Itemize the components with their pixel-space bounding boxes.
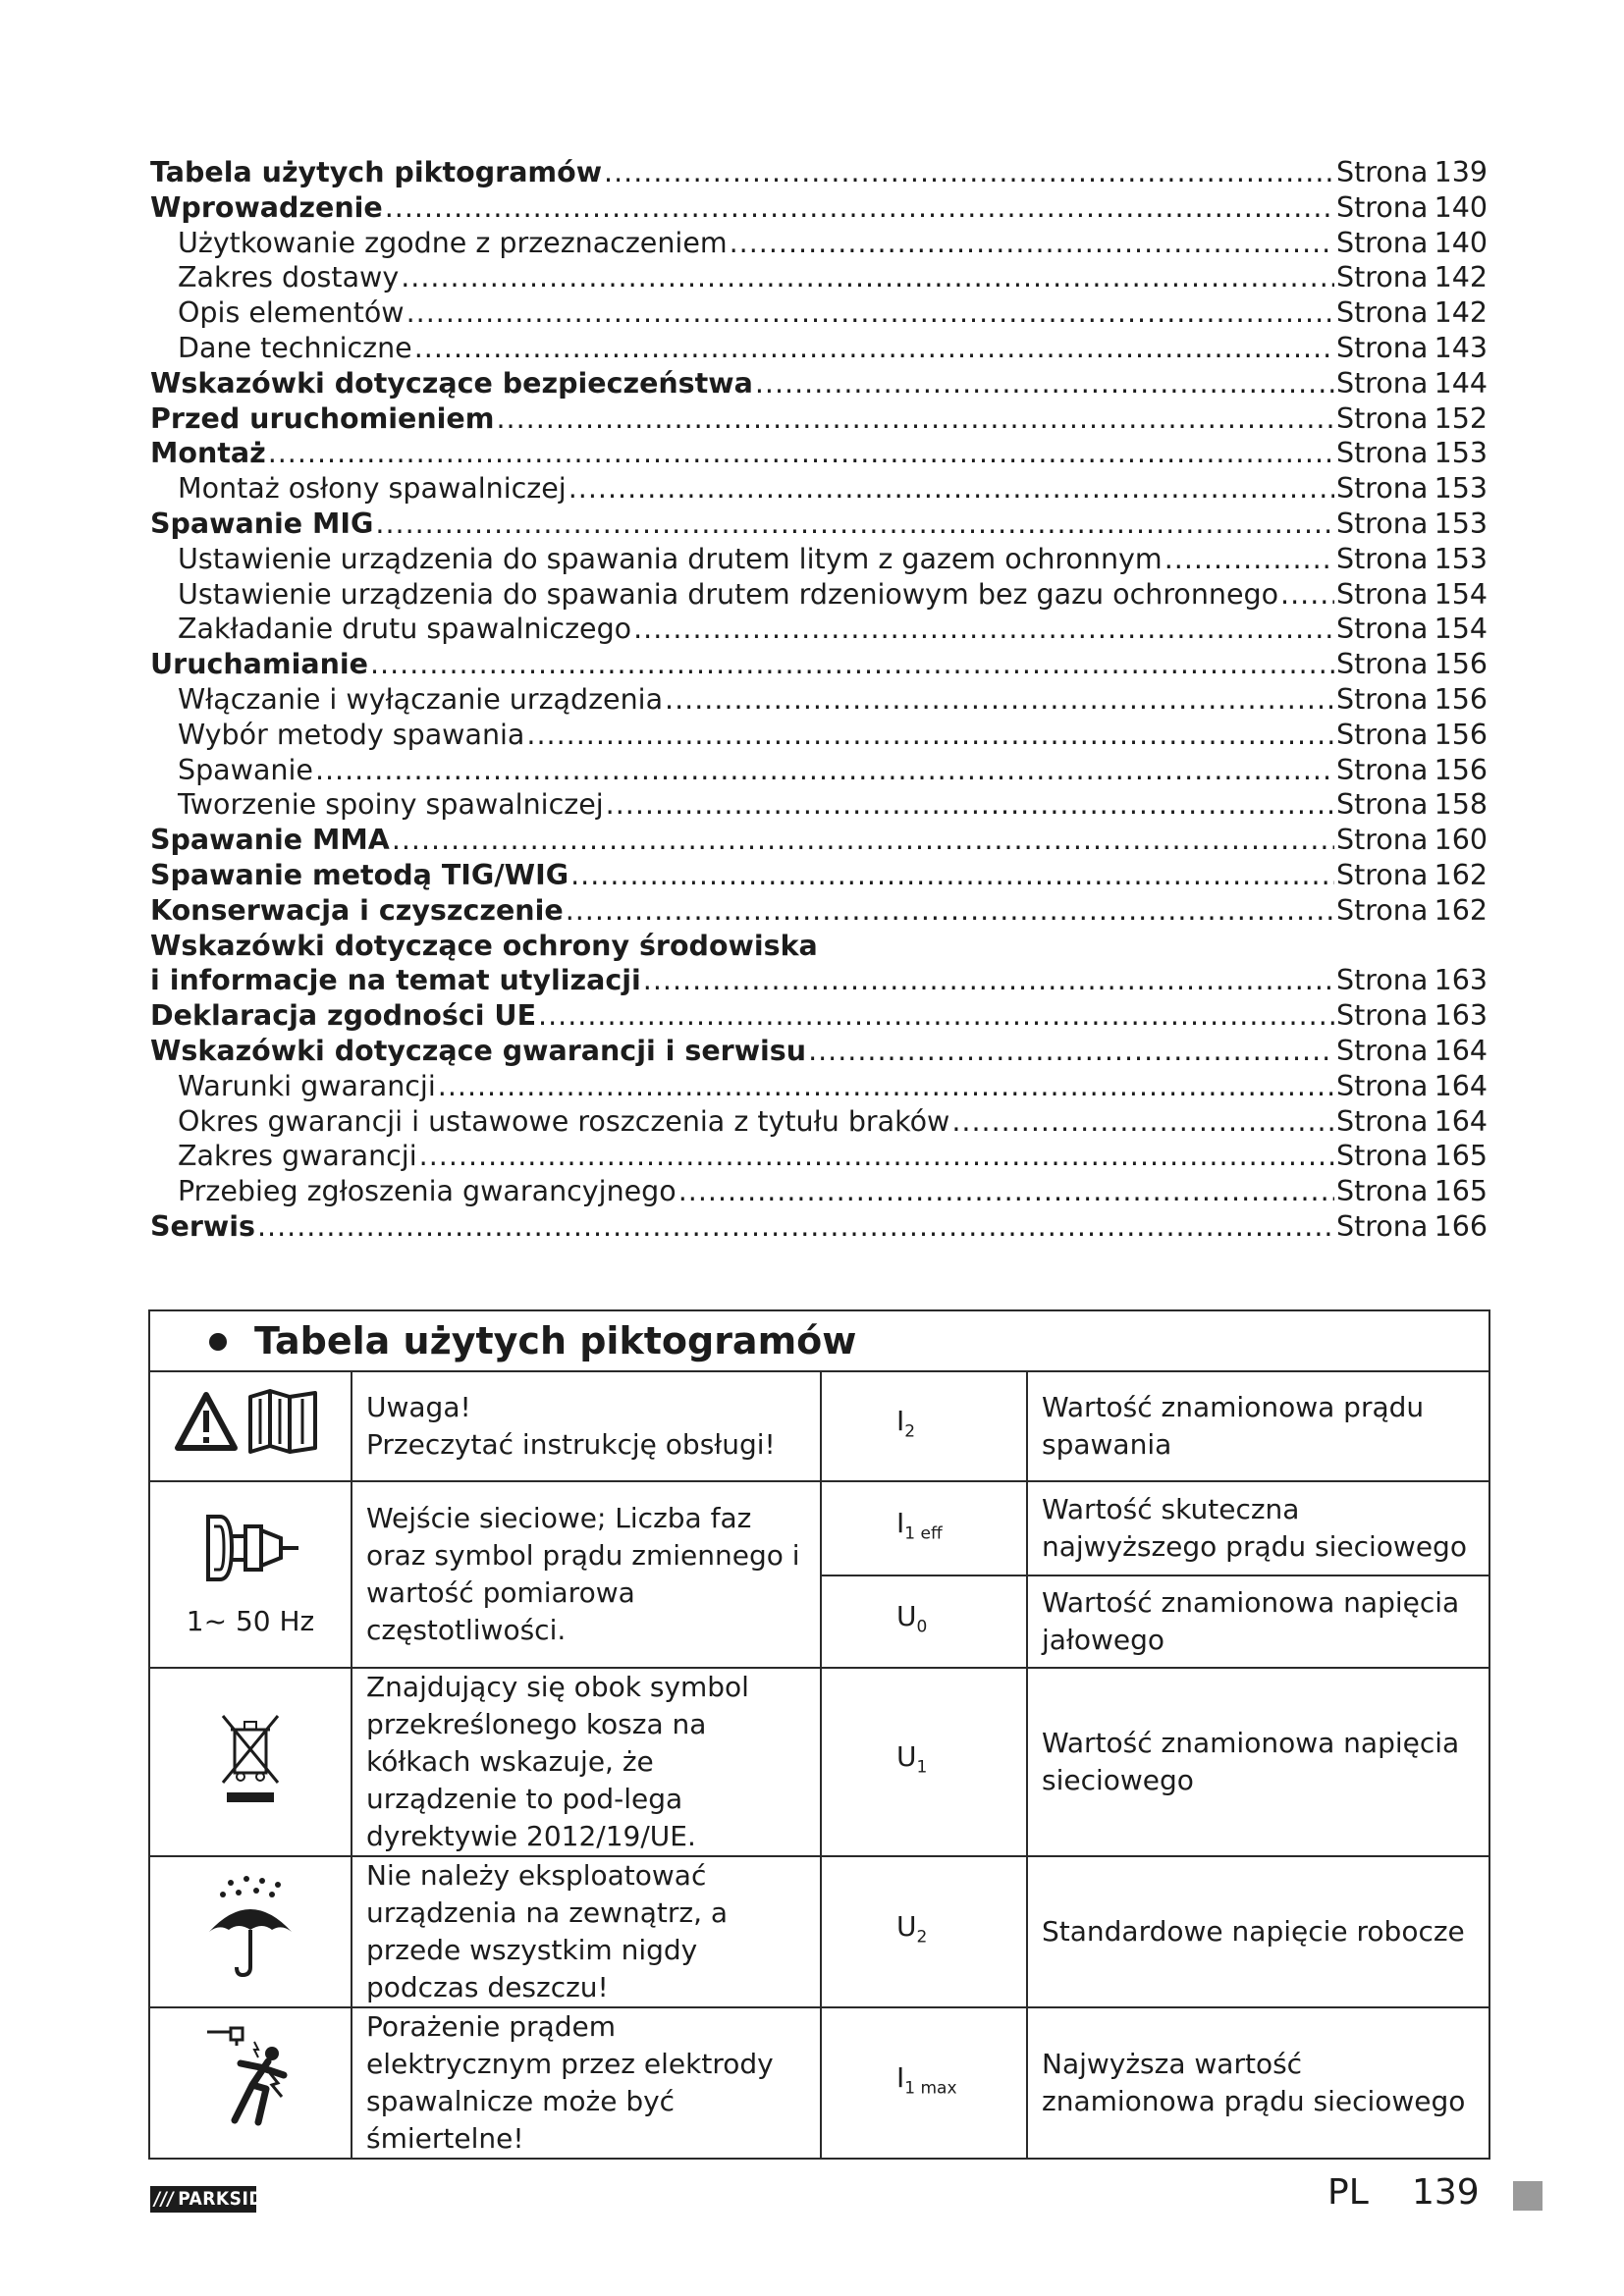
toc-entry (150, 295, 1488, 331)
toc-entry (150, 612, 1488, 647)
toc-leader-dots (755, 366, 1334, 401)
toc-entry-title: Montaż (150, 437, 266, 470)
toc-leader-dots (257, 1209, 1334, 1245)
toc-leader-dots (566, 893, 1334, 929)
toc-entry-title: Spawanie MIG (150, 507, 374, 540)
toc-entry-page: 140 (1434, 190, 1488, 224)
toc-entry-title: Ustawienie urządzenia do spawania drutem litym z gazem ochronnym (178, 542, 1163, 575)
toc-leader-dots (438, 1069, 1334, 1104)
toc-entry (150, 366, 1488, 401)
toc-entry-page: 164 (1434, 1034, 1488, 1067)
electrical-symbol: $U_1$ (821, 1668, 1027, 1856)
toc-entry-label: Strona (1336, 472, 1429, 506)
toc-leader-dots (1280, 577, 1334, 613)
toc-entry-title: Użytkowanie zgodne z przeznaczeniem (178, 226, 728, 259)
toc-entry-title: Tworzenie spoiny spawalniczej (178, 788, 604, 822)
toc-entry-title: Zakres dostawy (178, 261, 400, 294)
electrical-symbol: $I_2$ (821, 1371, 1027, 1481)
pictogram-description: Nie należy eksploatować urządzenia na zewnątrz, a przede wszystkim nigdy podczas deszczu! (352, 1856, 821, 2007)
toc-entry (150, 1174, 1488, 1209)
toc-entry-title: Uruchamianie (150, 648, 368, 681)
toc-entry (150, 436, 1488, 471)
toc-leader-dots (385, 190, 1334, 226)
toc-entry-title: Wskazówki dotyczące gwarancji i serwisu (150, 1034, 807, 1067)
symbol-meaning: Najwyższa wartość znamionowa prądu sieciowego (1027, 2007, 1489, 2159)
toc-entry-title: Zakres gwarancji (178, 1140, 417, 1173)
warning-manual-icon (149, 1371, 352, 1481)
toc-leader-dots (419, 1139, 1334, 1174)
toc-entry (150, 787, 1488, 823)
toc-entry-label: Strona (1336, 577, 1429, 611)
symbol-meaning: Wartość znamionowa napięcia sieciowego (1027, 1668, 1489, 1856)
symbol-meaning: Wartość znamionowa prądu spawania (1027, 1371, 1489, 1481)
toc-entry-label: Strona (1336, 753, 1429, 786)
toc-entry (150, 542, 1488, 577)
toc-leader-dots (526, 718, 1334, 753)
toc-entry-title: Spawanie MMA (150, 824, 390, 857)
toc-entry (150, 753, 1488, 788)
toc-entry-page: 160 (1434, 824, 1488, 857)
toc-entry-title: Wprowadzenie (150, 190, 383, 224)
toc-entry-page: 163 (1434, 964, 1488, 997)
toc-entry (150, 823, 1488, 858)
mains-plug-icon (149, 1481, 352, 1668)
toc-entry (150, 260, 1488, 295)
electric-shock-icon (149, 2007, 352, 2159)
page-number: 139 (1412, 2172, 1480, 2213)
toc-entry-page: 144 (1434, 366, 1488, 400)
toc-leader-dots (665, 682, 1334, 718)
toc-entry (150, 577, 1488, 613)
toc-entry (150, 1209, 1488, 1245)
toc-entry-title: Deklaracja zgodności UE (150, 999, 537, 1033)
toc-entry-label: Strona (1336, 858, 1429, 891)
toc-entry (150, 190, 1488, 226)
toc-entry (150, 682, 1488, 718)
toc-leader-dots (538, 998, 1334, 1034)
toc-leader-dots (406, 295, 1334, 331)
toc-entry-label: Strona (1336, 999, 1429, 1033)
toc-entry-page: 143 (1434, 331, 1488, 364)
toc-leader-dots (568, 471, 1334, 507)
toc-entry (150, 929, 1488, 964)
toc-entry-label: Strona (1336, 718, 1429, 751)
toc-entry (150, 226, 1488, 261)
toc-entry-page: 164 (1434, 1104, 1488, 1138)
toc-entry-label: Strona (1336, 366, 1429, 400)
toc-entry-title: Konserwacja i czyszczenie (150, 893, 564, 927)
toc-entry-page: 152 (1434, 401, 1488, 435)
toc-entry-label: Strona (1336, 226, 1429, 259)
toc-entry-page: 142 (1434, 296, 1488, 330)
toc-entry-label: Strona (1336, 613, 1429, 646)
toc-entry-label: Strona (1336, 1175, 1429, 1208)
toc-entry-label: Strona (1336, 1140, 1429, 1173)
toc-entry-title: i informacje na temat utylizacji (150, 964, 641, 997)
toc-entry-label: Strona (1336, 1034, 1429, 1067)
symbol-meaning: Wartość skuteczna najwyższego prądu sieciowego (1027, 1481, 1489, 1575)
toc-leader-dots (633, 612, 1334, 647)
toc-leader-dots (570, 858, 1334, 893)
toc-entry-label: Strona (1336, 542, 1429, 575)
electrical-symbol: $U_0$ (821, 1575, 1027, 1668)
toc-entry-label: Strona (1336, 893, 1429, 927)
toc-entry-page: 142 (1434, 261, 1488, 294)
toc-entry-title: Spawanie (178, 753, 313, 786)
pictogram-description: Znajdujący się obok symbol przekreślonego kosza na kółkach wskazuje, że urządzenie to pod-lega dyrektywie 2012/19/UE. (352, 1668, 821, 1856)
toc-leader-dots (604, 155, 1334, 190)
toc-entry (150, 1034, 1488, 1069)
toc-entry-label: Strona (1336, 1209, 1429, 1243)
crossed-bin-icon (149, 1668, 352, 1856)
toc-entry-title: Wskazówki dotyczące bezpieczeństwa (150, 366, 753, 400)
toc-entry (150, 998, 1488, 1034)
toc-leader-dots (268, 436, 1334, 471)
electrical-symbol: $I_{1 eff}$ (821, 1481, 1027, 1575)
toc-entry-page: 140 (1434, 226, 1488, 259)
toc-entry-page: 158 (1434, 788, 1488, 822)
toc-entry-title: Spawanie metodą TIG/WIG (150, 858, 569, 891)
toc-entry-title: Dane techniczne (178, 331, 412, 364)
bullet-icon (209, 1333, 227, 1351)
toc-entry-label: Strona (1336, 261, 1429, 294)
electrical-symbol: $U_2$ (821, 1856, 1027, 2007)
toc-entry-label: Strona (1336, 1069, 1429, 1102)
toc-entry (150, 858, 1488, 893)
toc-leader-dots (730, 226, 1334, 261)
frequency-label: 1~ 50 Hz (186, 1605, 315, 1637)
toc-entry-title: Okres gwarancji i ustawowe roszczenia z tytułu braków (178, 1104, 950, 1138)
toc-entry-title: Serwis (150, 1209, 255, 1243)
toc-entry (150, 1104, 1488, 1140)
toc-entry-title: Ustawienie urządzenia do spawania drutem rdzeniowym bez gazu ochronnego (178, 577, 1279, 611)
table-of-contents (150, 155, 1488, 1245)
pictogram-description: Wejście sieciowe; Liczba faz oraz symbol prądu zmiennego i wartość pomiarowa częstotliwości. (352, 1481, 821, 1668)
toc-entry-page: 162 (1434, 893, 1488, 927)
logo-slashes-icon: /// (154, 2188, 175, 2210)
toc-entry-title: Montaż osłony spawalniczej (178, 472, 567, 506)
toc-leader-dots (392, 823, 1334, 858)
toc-entry-page: 154 (1434, 577, 1488, 611)
toc-entry-title: Przed uruchomieniem (150, 401, 495, 435)
pictogram-description: Uwaga! Przeczytać instrukcję obsługi! (352, 1371, 821, 1481)
toc-entry (150, 507, 1488, 542)
toc-entry-title: Tabela użytych piktogramów (150, 156, 603, 188)
toc-entry-label: Strona (1336, 296, 1429, 330)
pictogram-table (148, 1309, 1490, 2160)
toc-leader-dots (401, 260, 1334, 295)
toc-entry-title: Warunki gwarancji (178, 1069, 436, 1102)
pictogram-table-heading: Tabela użytych piktogramów (149, 1310, 1489, 1371)
toc-entry-page: 156 (1434, 682, 1488, 716)
toc-leader-dots (375, 507, 1334, 542)
pictogram-description: Porażenie prądem elektrycznym przez elektrody spawalnicze może być śmiertelne! (352, 2007, 821, 2159)
toc-entry-page: 165 (1434, 1140, 1488, 1173)
toc-entry-page: 153 (1434, 472, 1488, 506)
toc-entry-label: Strona (1336, 190, 1429, 224)
electrical-symbol: $I_{1 max}$ (821, 2007, 1027, 2159)
toc-entry-page: 154 (1434, 613, 1488, 646)
toc-entry-label: Strona (1336, 1104, 1429, 1138)
toc-entry-title: Przebieg zgłoszenia gwarancyjnego (178, 1175, 677, 1208)
toc-entry-page: 153 (1434, 542, 1488, 575)
umbrella-rain-icon (149, 1856, 352, 2007)
toc-entry (150, 718, 1488, 753)
toc-entry-label: Strona (1336, 682, 1429, 716)
toc-entry-label: Strona (1336, 331, 1429, 364)
toc-entry-title: Wybór metody spawania (178, 718, 525, 751)
toc-entry-label: Strona (1336, 824, 1429, 857)
symbol-meaning: Wartość znamionowa napięcia jałowego (1027, 1575, 1489, 1668)
toc-leader-dots (606, 787, 1334, 823)
toc-entry-label: Strona (1336, 788, 1429, 822)
toc-entry-page: 166 (1434, 1209, 1488, 1243)
toc-entry-page: 153 (1434, 437, 1488, 470)
toc-entry (150, 155, 1488, 190)
toc-leader-dots (678, 1174, 1334, 1209)
toc-entry-page: 162 (1434, 858, 1488, 891)
symbol-meaning: Standardowe napięcie robocze (1027, 1856, 1489, 2007)
toc-entry (150, 331, 1488, 366)
toc-entry-label: Strona (1336, 507, 1429, 540)
toc-leader-dots (951, 1104, 1334, 1140)
toc-entry-page: 156 (1434, 648, 1488, 681)
toc-entry (150, 1069, 1488, 1104)
toc-entry-label: Strona (1336, 156, 1429, 188)
toc-leader-dots (808, 1034, 1334, 1069)
toc-entry-page: 156 (1434, 753, 1488, 786)
language-code: PL (1327, 2172, 1369, 2213)
toc-entry-label: Strona (1336, 437, 1429, 470)
toc-entry-page: 139 (1434, 156, 1488, 188)
toc-entry (150, 471, 1488, 507)
toc-entry-title: Włączanie i wyłączanie urządzenia (178, 682, 664, 716)
toc-entry (150, 401, 1488, 437)
toc-leader-dots (1164, 542, 1334, 577)
toc-entry-label: Strona (1336, 648, 1429, 681)
toc-entry-page: 165 (1434, 1175, 1488, 1208)
toc-entry (150, 893, 1488, 929)
toc-entry-page: 156 (1434, 718, 1488, 751)
toc-leader-dots (643, 963, 1334, 998)
toc-entry-title: Wskazówki dotyczące ochrony środowiska (150, 929, 818, 962)
toc-entry (150, 1139, 1488, 1174)
toc-leader-dots (315, 753, 1334, 788)
toc-entry (150, 963, 1488, 998)
toc-entry-label: Strona (1336, 964, 1429, 997)
toc-entry-title: Opis elementów (178, 296, 405, 330)
toc-leader-dots (496, 401, 1334, 437)
toc-leader-dots (414, 331, 1334, 366)
toc-entry-page: 153 (1434, 507, 1488, 540)
toc-entry-page: 163 (1434, 999, 1488, 1033)
parkside-logo: /// PARKSIDE (150, 2186, 256, 2213)
toc-leader-dots (370, 647, 1334, 682)
toc-entry (150, 647, 1488, 682)
square-marker-icon (1513, 2181, 1543, 2211)
toc-entry-title: Zakładanie drutu spawalniczego (178, 613, 632, 646)
toc-entry-label: Strona (1336, 401, 1429, 435)
toc-entry-page: 164 (1434, 1069, 1488, 1102)
